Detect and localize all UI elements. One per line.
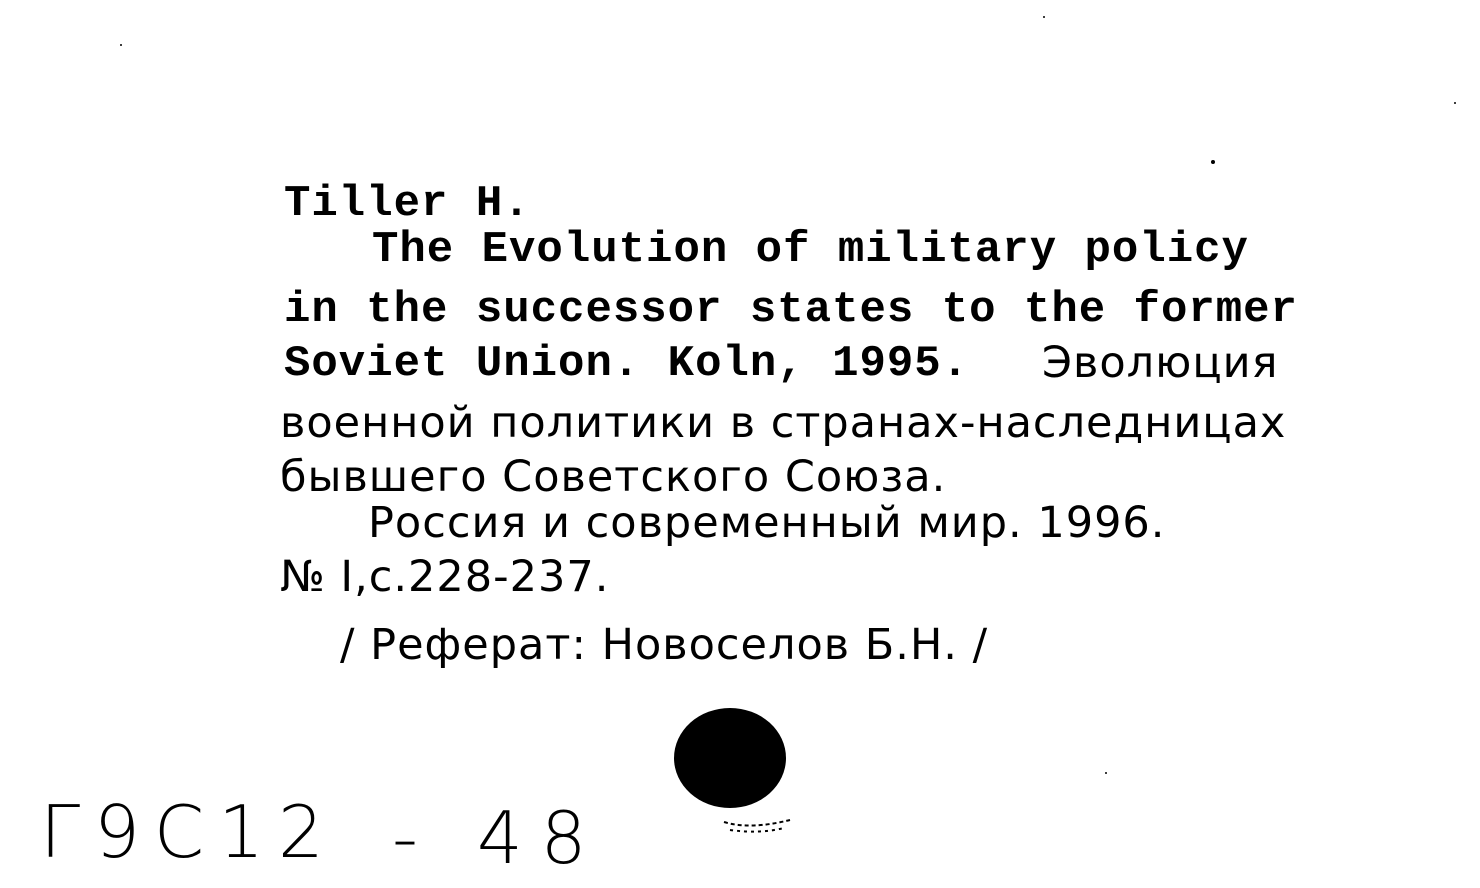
abstractor-line: / Реферат: Новоселов Б.Н. / <box>340 620 989 670</box>
scan-speck <box>1454 102 1456 104</box>
translation-line-1: военной политики в странах-наследницах <box>280 398 1287 448</box>
title-line-3: Soviet Union. Koln, 1995. <box>284 339 970 389</box>
translation-start: Эволюция <box>1042 338 1279 388</box>
author-line: Tiller H. <box>284 179 531 229</box>
title-line-2: in the successor states to the former <box>284 285 1298 335</box>
scan-speck <box>1211 160 1215 164</box>
source-line-2: № I,с.228-237. <box>280 552 610 602</box>
source-line-1: Россия и современный мир. 1996. <box>368 498 1166 548</box>
shelf-number: - 48 <box>392 796 605 880</box>
translation-line-2: бывшего Советского Союза. <box>280 452 947 502</box>
scan-speck <box>1043 16 1045 18</box>
scan-speck <box>120 44 122 46</box>
title-line-1: The Evolution of military policy <box>372 225 1249 275</box>
scan-speck <box>1105 772 1107 774</box>
punch-hole <box>674 708 786 808</box>
shelf-mark: Г9С12 <box>40 790 338 874</box>
punch-hole-smudge <box>720 800 800 836</box>
